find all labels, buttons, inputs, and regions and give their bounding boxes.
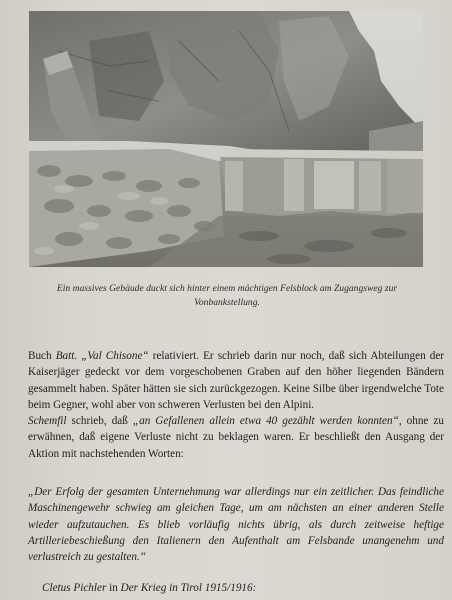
paragraph-2-mid: schrieb, daß — [66, 415, 133, 428]
photo-caption — [22, 282, 432, 310]
stone-building-ruin-photo — [29, 11, 423, 267]
paragraph-1-italic: Batt. „Val Chisone“ — [55, 350, 149, 362]
attribution-author: Cletus Pichler — [42, 582, 107, 594]
caption-line-2: Vonbankstellung. — [194, 297, 260, 308]
paragraph-2-quote: „an Gefallenen allein etwa 40 gezählt werden konnten“, — [132, 415, 402, 428]
quote-text: „Der Erfolg der gesamten Unternehmung war allerdings nur ein zeitlicher. Das feindliche Maschinengewehr schwieg am gleichen Tage, um am nächsten an einer anderen Stelle wieder aufzutauchen. Es blieb vorläufig nichts übrig, als durch zeitweise heftige Artilleriebeschießung den Italienern den Aufenthalt am Felsbande unangenehm und verlustreich zu gestalten.“ — [28, 486, 444, 564]
paragraph-2-rest: ohne zu erwähnen, daß eigene Verluste nicht zu beklagen waren. Er beschließt den Ausgang der Aktion mit nachstehenden Worten: — [28, 415, 444, 460]
attribution-work: Der Krieg in Tirol 1915/1916: — [120, 582, 257, 594]
body-text — [28, 348, 444, 462]
attribution-mid: in — [106, 582, 121, 594]
paragraph-1-rest: relativiert. Er schrieb darin nur noch, daß sich Abteilungen der Kaiserjäger gedeckt vor dem vorgeschobenen Graben auf den höher liegenden Bändern gesammelt haben. Später hätten sie sich zurückgezogen. Keine Silbe über irgendwelche Tote beim Gegner, wohl aber von schweren Verlusten bei den Alpini. — [28, 350, 445, 411]
paragraph-2 — [28, 413, 444, 462]
paragraph-2-name: Schemfil — [28, 415, 67, 428]
block-quote — [28, 484, 444, 565]
attribution — [42, 580, 442, 596]
caption-line-1: Ein massives Gebäude duckt sich hinter einem mächtigen Felsblock am Zugangsweg zur — [56, 283, 398, 294]
paragraph-1 — [28, 348, 444, 413]
paragraph-1-prefix: Buch — [28, 350, 56, 362]
